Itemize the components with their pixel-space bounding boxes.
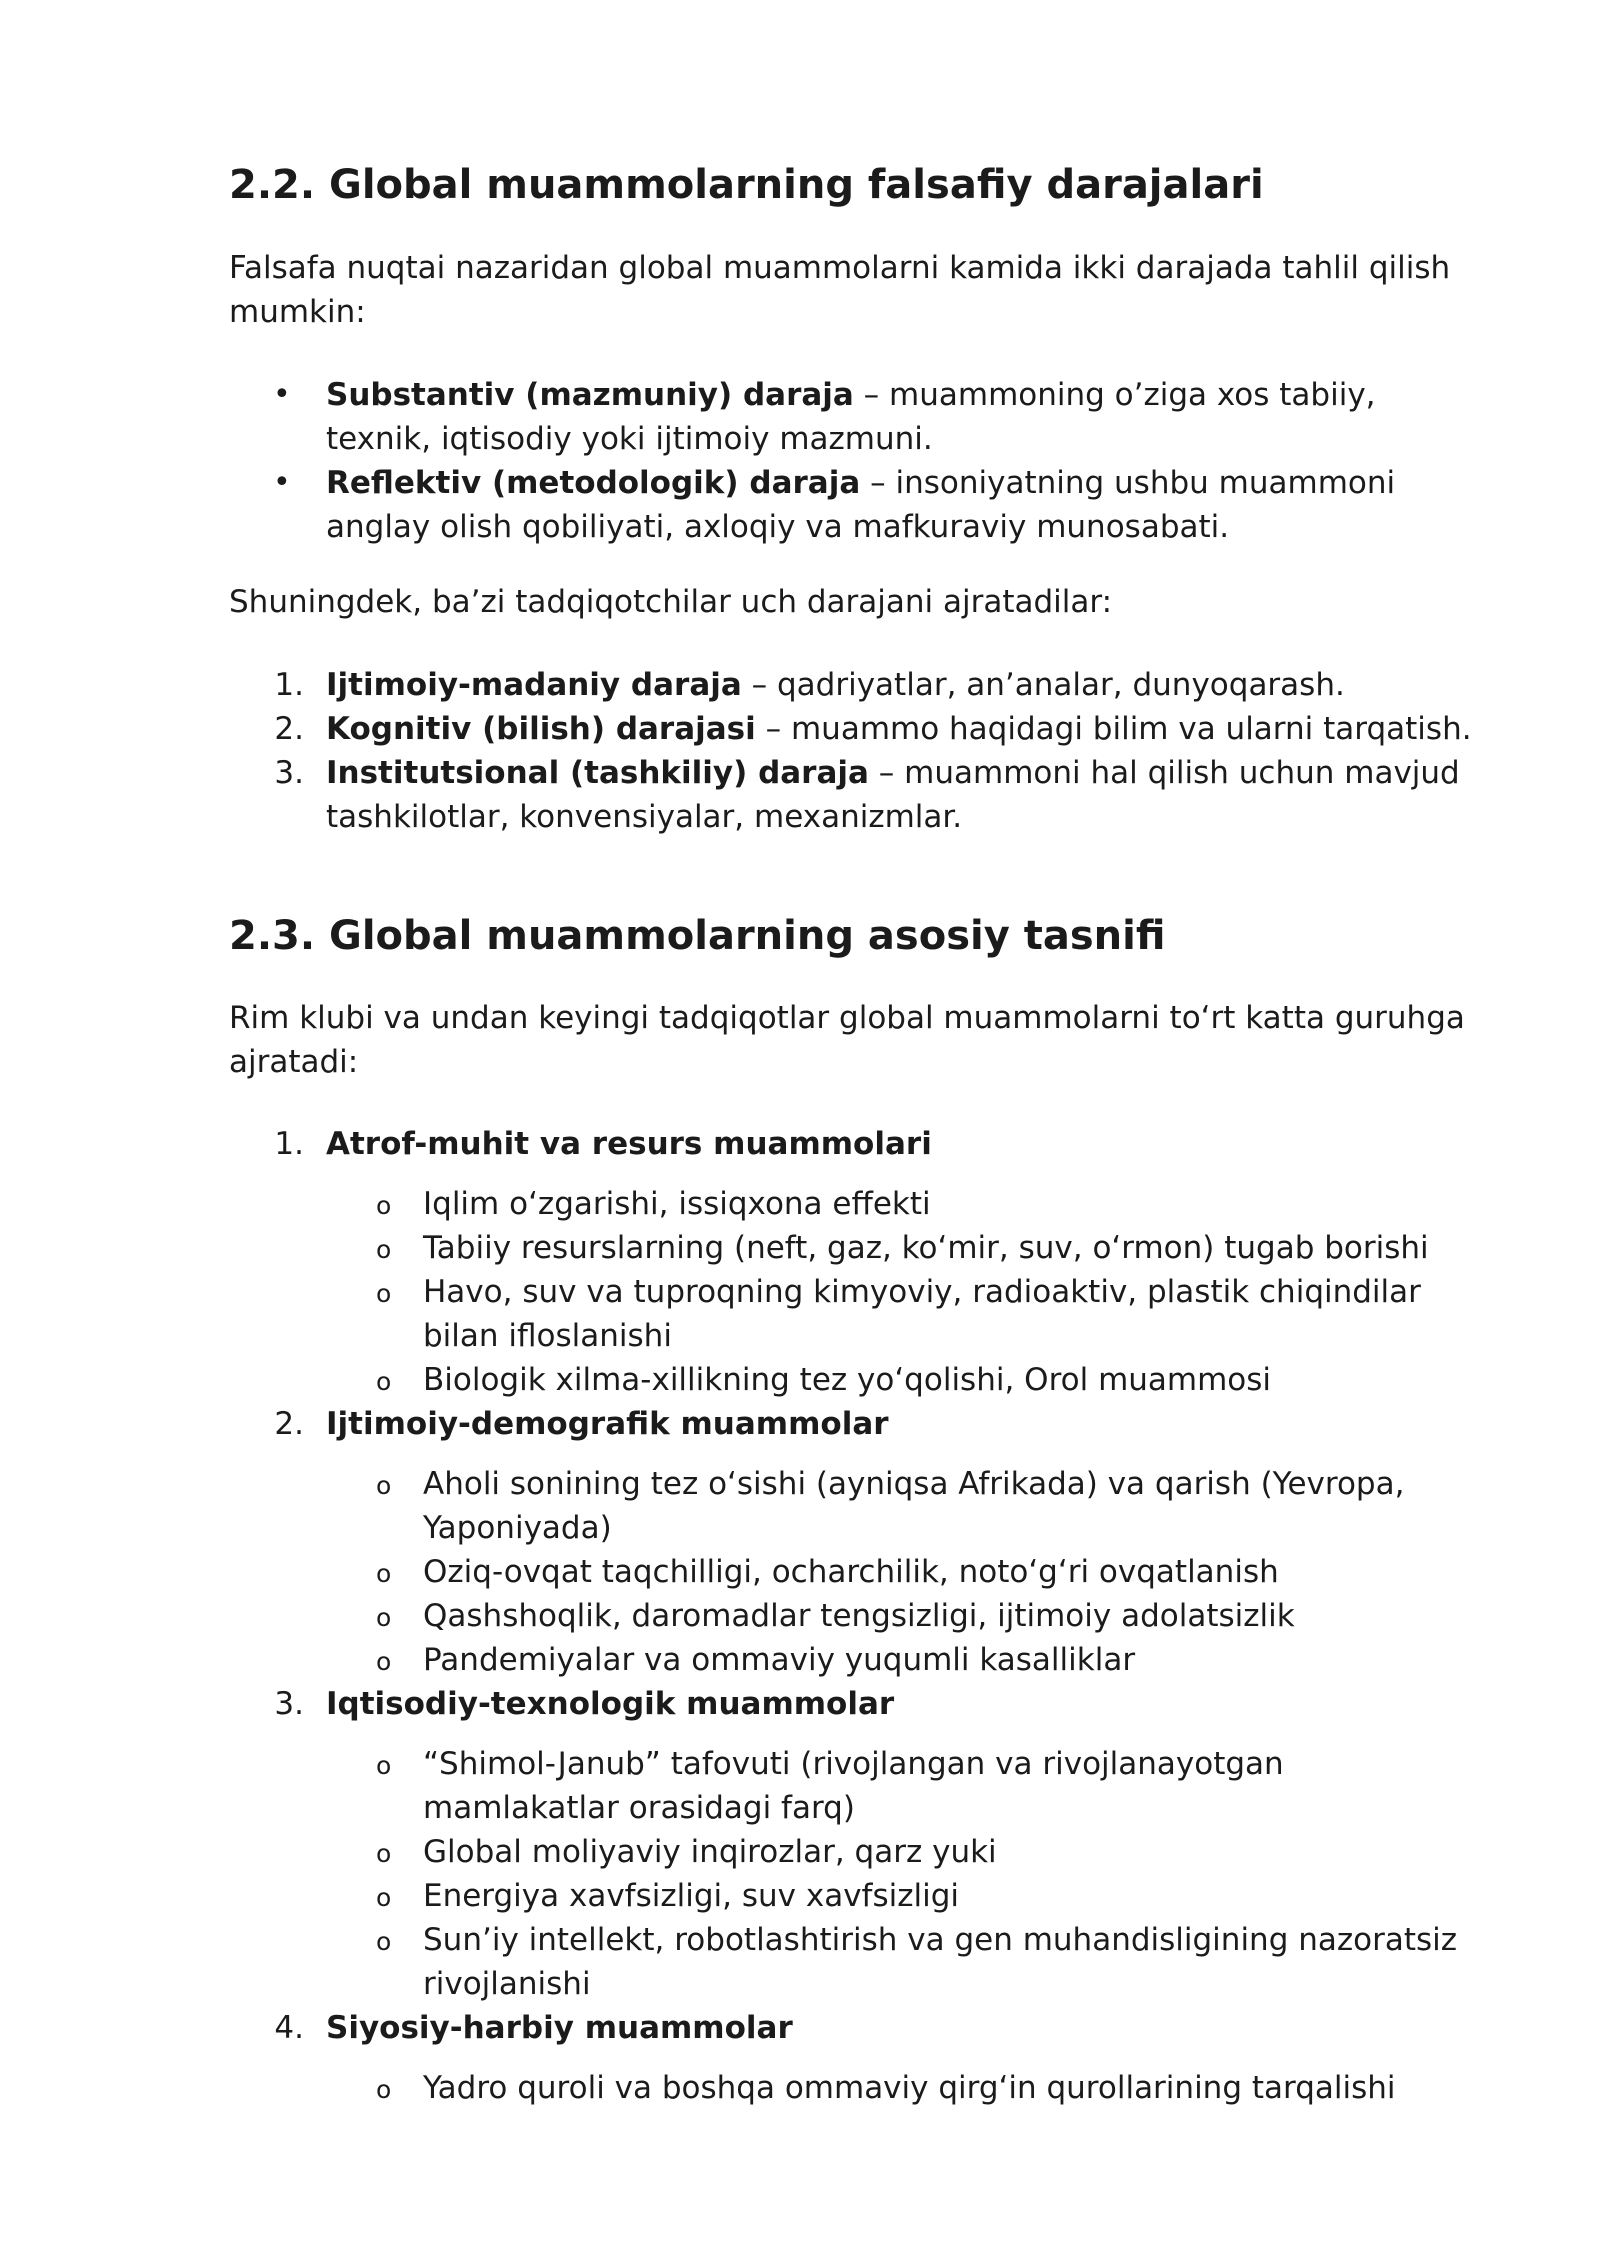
group-title: Siyosiy-harbiy muammolar <box>326 2010 793 2046</box>
sub-bullet-marker: o <box>376 1235 392 1264</box>
sub-bullet-marker: o <box>376 1927 392 1956</box>
sub-item <box>229 1462 1489 1550</box>
group-subitems <box>229 1446 1489 1682</box>
sub-bullet-marker: o <box>376 1471 392 1500</box>
bullet-term: Reflektiv (metodologik) daraja <box>326 465 861 501</box>
group-title: Iqtisodiy-texnologik muammolar <box>326 1686 895 1722</box>
sub-item <box>229 1742 1489 1830</box>
sub-bullet-marker: o <box>376 1279 392 1308</box>
bullet-item <box>229 373 1489 461</box>
group-item <box>229 1682 1489 1726</box>
sub-item-text: Sun’iy intellekt, robotlashtirish va gen muhandisligining nazoratsiz rivojlanishi <box>423 1922 1458 2002</box>
section-2-2-intro2: Shuningdek, ba’zi tadqiqotchilar uch darajani ajratadilar: <box>229 584 1113 620</box>
group-item <box>229 1122 1489 1166</box>
sub-item <box>229 1226 1489 1270</box>
levels-numbered-list <box>229 663 1489 839</box>
sub-item <box>229 2066 1489 2110</box>
sub-item <box>229 1550 1489 1594</box>
sub-bullet-marker: o <box>376 1883 392 1912</box>
bullet-text: – insoniyatning ushbu muammoni anglay olish qobiliyati, axloqiy va mafkuraviy munosabati. <box>326 465 1396 545</box>
group-subitems <box>229 1166 1489 1402</box>
sub-bullet-marker: o <box>376 1191 392 1220</box>
sub-item-text: “Shimol-Janub” tafovuti (rivojlangan va rivojlanayotgan mamlakatlar orasidagi farq) <box>423 1746 1284 1826</box>
sub-item <box>229 1270 1489 1358</box>
bullet-item <box>229 461 1489 549</box>
sub-bullet-marker: o <box>376 1367 392 1396</box>
sub-item <box>229 1918 1489 2006</box>
group-number: 3. <box>274 1686 304 1722</box>
group-item <box>229 1402 1489 1446</box>
sub-item <box>229 1182 1489 1226</box>
bullet-text: – muammoning o’ziga xos tabiiy, texnik, iqtisodiy yoki ijtimoiy mazmuni. <box>326 377 1376 457</box>
sub-item <box>229 1594 1489 1638</box>
item-number: 1. <box>274 667 304 703</box>
sub-item-text: Havo, suv va tuproqning kimyoviy, radioaktiv, plastik chiqindilar bilan ifloslanishi <box>423 1274 1421 1354</box>
sub-bullet-marker: o <box>376 1603 392 1632</box>
sub-bullet-marker: o <box>376 1559 392 1588</box>
sub-item-text: Tabiiy resurslarning (neft, gaz, ko‘mir, suv, o‘rmon) tugab borishi <box>423 1230 1429 1266</box>
group-item <box>229 2006 1489 2050</box>
item-text: – qadriyatlar, an’analar, dunyoqarash. <box>741 667 1345 703</box>
classification-list <box>229 1122 1489 2110</box>
sub-item-text: Yadro quroli va boshqa ommaviy qirg‘in qurollarining tarqalishi <box>423 2070 1396 2106</box>
sub-item <box>229 1638 1489 1682</box>
item-number: 3. <box>274 755 304 791</box>
item-term: Ijtimoiy-madaniy daraja <box>326 667 742 703</box>
item-text: – muammo haqidagi bilim va ularni tarqatish. <box>755 711 1472 747</box>
item-number: 2. <box>274 711 304 747</box>
section-2-2-intro: Falsafa nuqtai nazaridan global muammolarni kamida ikki darajada tahlil qilish mumkin: <box>229 250 1451 330</box>
sub-bullet-marker: o <box>376 2075 392 2104</box>
section-heading-2-2: 2.2. Global muammolarning falsafiy darajalari <box>229 162 1264 208</box>
sub-item <box>229 1874 1489 1918</box>
group-title: Atrof-muhit va resurs muammolari <box>326 1126 932 1162</box>
sub-item-text: Global moliyaviy inqirozlar, qarz yuki <box>423 1834 997 1870</box>
sub-item-text: Pandemiyalar va ommaviy yuqumli kasalliklar <box>423 1642 1136 1678</box>
item-term: Kognitiv (bilish) darajasi <box>326 711 756 747</box>
group-number: 2. <box>274 1406 304 1442</box>
item-text: – muammoni hal qilish uchun mavjud tashkilotlar, konvensiyalar, mexanizmlar. <box>326 755 1460 835</box>
numbered-item <box>229 707 1489 751</box>
sub-item-text: Qashshoqlik, daromadlar tengsizligi, ijtimoiy adolatsizlik <box>423 1598 1295 1634</box>
sub-item-text: Oziq-ovqat taqchilligi, ocharchilik, noto‘g‘ri ovqatlanish <box>423 1554 1279 1590</box>
sub-item-text: Iqlim o‘zgarishi, issiqxona effekti <box>423 1186 931 1222</box>
section-2-3-intro: Rim klubi va undan keyingi tadqiqotlar global muammolarni to‘rt katta guruhga ajratadi: <box>229 1000 1465 1080</box>
section-heading-2-3: 2.3. Global muammolarning asosiy tasnifi <box>229 913 1166 959</box>
bullet-term: Substantiv (mazmuniy) daraja <box>326 377 854 413</box>
group-title: Ijtimoiy-demografik muammolar <box>326 1406 889 1442</box>
sub-item <box>229 1830 1489 1874</box>
sub-bullet-marker: o <box>376 1751 392 1780</box>
group-number: 4. <box>274 2010 304 2046</box>
item-term: Institutsional (tashkiliy) daraja <box>326 755 869 791</box>
sub-bullet-marker: o <box>376 1647 392 1676</box>
sub-item <box>229 1358 1489 1402</box>
bullet-marker: • <box>273 465 291 500</box>
sub-item-text: Aholi sonining tez o‘sishi (ayniqsa Afrikada) va qarish (Yevropa, Yaponiyada) <box>423 1466 1405 1546</box>
group-number: 1. <box>274 1126 304 1162</box>
sub-item-text: Energiya xavfsizligi, suv xavfsizligi <box>423 1878 960 1914</box>
group-subitems <box>229 2050 1489 2110</box>
sub-item-text: Biologik xilma-xillikning tez yo‘qolishi, Orol muammosi <box>423 1362 1272 1398</box>
numbered-item <box>229 663 1489 707</box>
numbered-item <box>229 751 1489 839</box>
bullet-marker: • <box>273 377 291 412</box>
sub-bullet-marker: o <box>376 1839 392 1868</box>
levels-bullet-list <box>229 373 1489 549</box>
group-subitems <box>229 1726 1489 2006</box>
